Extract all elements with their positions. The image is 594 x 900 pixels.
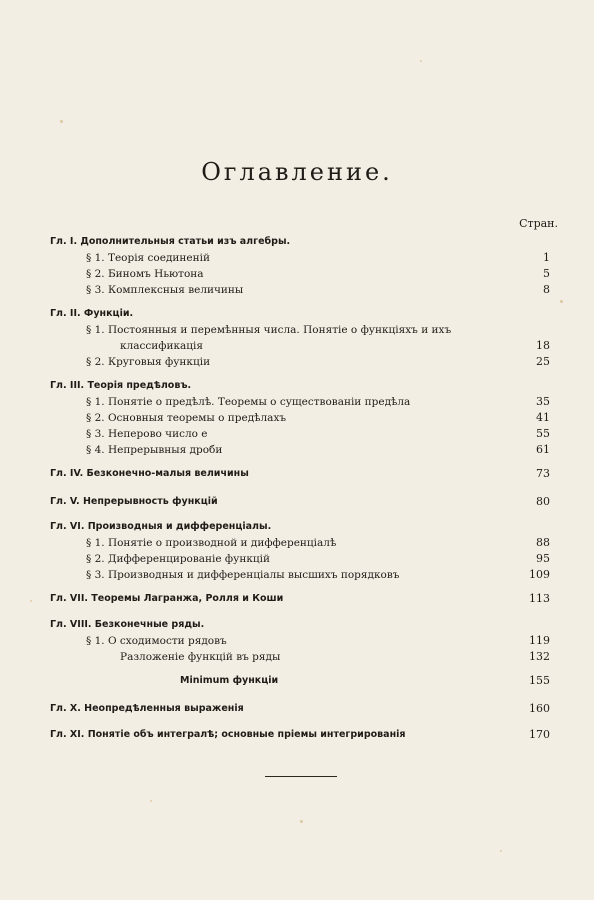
page-number: 119 xyxy=(529,634,550,647)
section-label: § 3. Неперово число e xyxy=(86,428,208,440)
toc-chapter xyxy=(0,519,594,535)
dot-leader xyxy=(232,426,522,442)
dot-leader xyxy=(292,649,522,665)
toc-entry xyxy=(0,426,594,442)
section-label: § 1. Постоянныя и перемѣнныя числа. Понятіе о функціяхъ и ихъ xyxy=(86,324,452,336)
toc-entry xyxy=(0,394,594,410)
toc-entry xyxy=(0,266,594,282)
dot-leader xyxy=(352,410,522,426)
paper-speck xyxy=(300,820,303,823)
toc-chapter xyxy=(0,306,594,322)
dot-leader xyxy=(222,354,522,370)
toc-entry xyxy=(0,338,594,354)
paper-speck xyxy=(150,800,152,802)
page-number: 73 xyxy=(536,467,550,480)
toc-entry xyxy=(0,567,594,583)
toc-entry xyxy=(0,649,594,665)
toc-entry xyxy=(0,633,594,649)
page-number: 109 xyxy=(529,568,550,581)
paper-speck xyxy=(420,60,422,62)
toc-chapter xyxy=(0,466,594,482)
page-number: 55 xyxy=(536,427,550,440)
toc-entry xyxy=(0,250,594,266)
chapter-label: Гл. III. Теорія предѣловъ. xyxy=(50,380,192,391)
dot-leader xyxy=(252,633,522,649)
page-number: 5 xyxy=(543,267,550,280)
section-label: § 1. Понятіе о предѣлѣ. Теоремы о существованіи предѣла xyxy=(86,396,411,408)
chapter-label: Гл. IV. Безконечно-малыя величины xyxy=(50,468,249,479)
chapter-label: Гл. VI. Производныя и дифференціалы. xyxy=(50,521,272,532)
toc-entry xyxy=(0,442,594,458)
page-number: 18 xyxy=(536,339,550,352)
toc-entry xyxy=(0,535,594,551)
page-number: 1 xyxy=(543,251,550,264)
dot-leader xyxy=(232,250,522,266)
toc-entry xyxy=(0,410,594,426)
paper-speck xyxy=(30,600,32,602)
toc-chapter xyxy=(0,494,594,510)
section-label: классификація xyxy=(120,340,204,352)
section-label: § 2. Биномъ Ньютона xyxy=(86,268,204,280)
page-number: 88 xyxy=(536,536,550,549)
toc-entry xyxy=(0,354,594,370)
dot-leader xyxy=(272,466,522,482)
dot-leader xyxy=(362,535,522,551)
toc-chapter xyxy=(0,234,594,250)
page-number: 41 xyxy=(536,411,550,424)
toc-entry xyxy=(0,282,594,298)
dot-leader xyxy=(232,442,522,458)
section-label: § 1. Теорія соединеній xyxy=(86,252,210,264)
chapter-label: Гл. XI. Понятіе объ интегралѣ; основные пріемы интегрированія xyxy=(50,729,406,740)
section-label: Разложеніе функцій въ ряды xyxy=(120,651,281,663)
toc-entry xyxy=(0,551,594,567)
toc-chapter xyxy=(0,378,594,394)
paper-speck xyxy=(560,300,563,303)
page-number: 8 xyxy=(543,283,550,296)
dot-leader xyxy=(412,727,522,743)
paper-speck xyxy=(500,850,502,852)
section-label: § 4. Непрерывныя дроби xyxy=(86,444,223,456)
page-number: 160 xyxy=(529,702,550,715)
dot-leader xyxy=(262,282,522,298)
page-number: 35 xyxy=(536,395,550,408)
page-number: 113 xyxy=(529,592,550,605)
section-label: § 1. Понятіе о производной и дифференціалѣ xyxy=(86,537,337,549)
section-label: § 2. Круговыя функціи xyxy=(86,356,211,368)
toc-chapter xyxy=(0,591,594,607)
section-label: § 2. Дифференцированіе функцій xyxy=(86,553,271,565)
toc-chapter xyxy=(0,617,594,633)
chapter-label: Гл. VII. Теоремы Лагранжа, Ролля и Коши xyxy=(50,593,284,604)
toc-chapter xyxy=(0,727,594,743)
page-title: Оглавление. xyxy=(201,158,393,186)
page-column-header: Стран. xyxy=(519,217,558,230)
chapter-label: Гл. V. Непрерывность функцій xyxy=(50,496,218,507)
page-number: 132 xyxy=(529,650,550,663)
page-number: 61 xyxy=(536,443,550,456)
chapter-label: Minimum функціи xyxy=(180,675,279,686)
dot-leader xyxy=(240,494,522,510)
toc-entry xyxy=(0,322,594,338)
section-label: § 1. О сходимости рядовъ xyxy=(86,635,227,647)
closing-rule xyxy=(265,776,337,777)
page-number: 25 xyxy=(536,355,550,368)
dot-leader xyxy=(442,394,522,410)
paper-speck xyxy=(60,120,63,123)
dot-leader xyxy=(212,266,522,282)
section-label: § 3. Производныя и дифференціалы высшихъ порядковъ xyxy=(86,569,400,581)
page-number: 170 xyxy=(529,728,550,741)
section-label: § 3. Комплексныя величины xyxy=(86,284,244,296)
dot-leader xyxy=(282,673,522,689)
chapter-label: Гл. I. Дополнительныя статьи изъ алгебры. xyxy=(50,236,291,247)
toc-chapter xyxy=(0,673,594,689)
section-label: § 2. Основныя теоремы о предѣлахъ xyxy=(86,412,287,424)
page-number: 155 xyxy=(529,674,550,687)
chapter-label: Гл. VIII. Безконечные ряды. xyxy=(50,619,205,630)
chapter-label: Гл. II. Функціи. xyxy=(50,308,134,319)
dot-leader xyxy=(442,567,522,583)
page-number: 95 xyxy=(536,552,550,565)
chapter-label: Гл. X. Неопредѣленныя выраженія xyxy=(50,703,244,714)
dot-leader xyxy=(212,338,522,354)
page-number: 80 xyxy=(536,495,550,508)
dot-leader xyxy=(322,591,522,607)
dot-leader xyxy=(262,701,522,717)
toc-chapter xyxy=(0,701,594,717)
dot-leader xyxy=(292,551,522,567)
